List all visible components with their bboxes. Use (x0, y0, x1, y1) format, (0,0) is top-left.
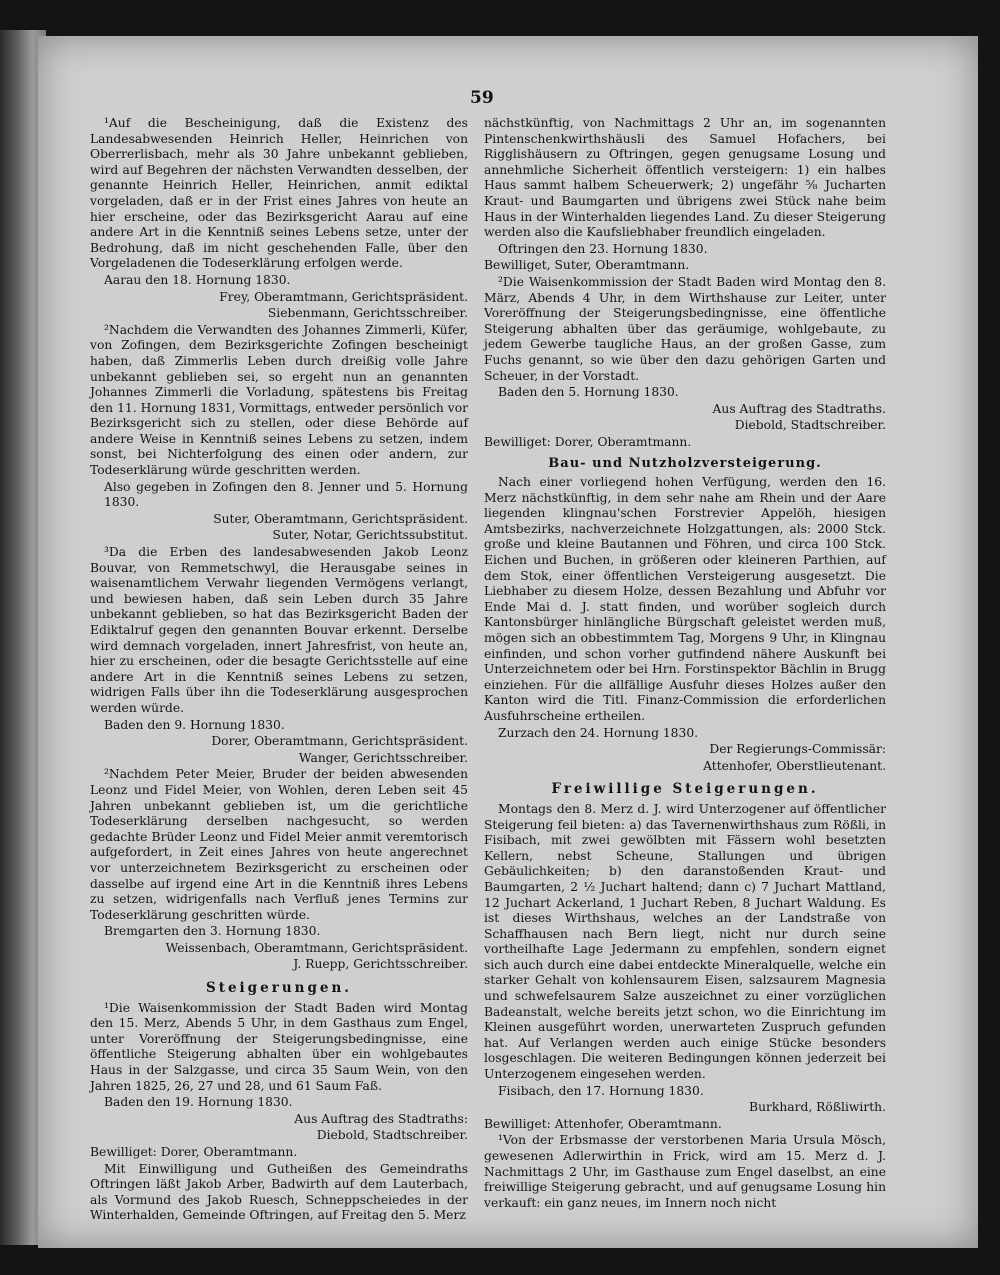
place-date: Also gegeben in Zofingen den 8. Jenner und 5. Hornung 1830. (104, 479, 468, 510)
approval-line: Bewilliget, Suter, Oberamtmann. (484, 258, 690, 273)
signature: Diebold, Stadtschreiber. (316, 1128, 468, 1143)
signature: J. Ruepp, Gerichtsschreiber. (293, 957, 468, 972)
place-date: Aarau den 18. Hornung 1830. (104, 272, 291, 287)
notice-holz-klingnau: Nach einer vorliegend hohen Verfügung, werden den 16. Merz nächstkünftig, in dem sehr nahe am Rhein und der Aare liegenden klingnau'schen Forstrevier Appelöh, hiesigen Amtsbezirks, nachverzeichnete Holzgattungen, als: 2000 Stck. große und kleine Bautannen und Föhren, und circa 100 Stck. Eichen und Buchen, in größeren oder kleineren Parthien, auf dem Stok, einer öffentlichen Versteigerung ausgesetzt. Die Liebhaber zu diesem Holze, dessen Bezahlung und Abfuhr vor Ende Mai d. J. statt finden, und worüber sogleich durch Kantonsbürger hinlängliche Bürgschaft geleistet werden muß, mögen sich an obbestimmtem Tag, Morgens 9 Uhr, in Klingnau einfinden, und schon vorher gutfindend nähere Auskunft bei Unterzeichnetem oder bei Hrn. Forstinspektor Bächlin in Brugg einziehen. Für die allfällige Ausfuhr dieses Holzes außer den Kanton wird die Titl. Finanz-Commission die erforderlichen Ausfuhrscheine ertheilen. (484, 475, 886, 723)
notice-heller: ¹Auf die Bescheinigung, daß die Existenz des Landesabwesenden Heinrich Heller, Heinrichen von Oberrerlisbach, mehr als 30 Jahre unbekannt geblieben, wird auf Begehren der nächsten Verwandten desselben, der genannte Heinrich Heller, Heinrichen, anmit ediktal vorgeladen, daß er in der Frist eines Jahres von heute an hier erscheine, oder das Bezirksgericht Aarau auf eine andere Art in die Kenntniß seines Lebens setze, unter der Bedrohung, daß im nicht geschehenden Falle, über den Vorgeladenen die Todeserklärung erfolgen werde. (90, 116, 468, 271)
signature: Weissenbach, Oberamtmann, Gerichtspräsident. (165, 940, 468, 955)
notice-arber-continued: nächstkünftig, von Nachmittags 2 Uhr an, im sogenannten Pintenschenkwirthshäusli des Samuel Hofachers, bei Rigglishäusern zu Oftringen, gegen genugsame Losung und annehmliche Sicherheit öffentlich versteigern: 1) ein halbes Haus sammt halbem Scheuerwerk; 2) ungefähr ⅝ Jucharten Kraut- und Baumgarten und übrigens zwei Stück nahe beim Haus in der Winterhalden liegendes Land. Zu dieser Steigerung werden also die Kaufsliebhaber freundlich eingeladen. (484, 116, 886, 240)
notice-bouvar: ³Da die Erben des landesabwesenden Jakob Leonz Bouvar, von Remmetschwyl, die Herausgabe seines in waisenamtlichem Verwahr liegenden Vermögens verlangt, und bewiesen haben, daß sein Leben durch 35 Jahre unbekannt geblieben, so hat das Bezirksgericht Baden der Ediktalruf gegen den genannten Bouvar erkennt. Derselbe wird demnach vorgeladen, innert Jahresfrist, von heute an, hier zu erscheinen, oder die besagte Gerichtsstelle auf eine andere Art in die Kenntniß seines Lebens zu setzen, widrigen Falls über ihn die Todeserklärung ausgesprochen werden würde. (90, 545, 468, 715)
signature: Suter, Notar, Gerichtssubstitut. (272, 528, 468, 543)
notice-roessli-fisibach: Montags den 8. Merz d. J. wird Unterzogener auf öffentlicher Steigerung feil bieten: a) das Tavernenwirthshaus zum Rößli, in Fisibach, mit zwei gewölbten mit Fässern wohl besetzten Kellern, nebst Scheune, Stallungen und übrigen Gebäulichkeiten; b) den daranstoßenden Kraut- und Baumgarten, 2 ½ Juchart haltend; dann c) 7 Juchart Mattland, 12 Juchart Ackerland, 1 Juchart Reben, 8 Juchart Waldung. Es ist dieses Wirthshaus, welches an der Landstraße von Schaffhausen nach Bern liegt, nicht nur durch seine vortheilhafte Lage Jedermann zu empfehlen, sondern eignet sich auch durch eine dabei entdeckte Mineralquelle, welche ein starker Gehalt von kohlensaurem Eisen, salzsaurem Magnesia und schwefelsaurem Salze auszeichnet zu einer vorzüglichen Badeanstalt, welche bereits jetzt schon, wo die Einrichtung im Kleinen ausgeführt worden, unerwarteten Zuspruch gefunden hat. Auf Verlangen werden auch einige Stücke besonders losgeschlagen. Die weiteren Bedingungen können jederzeit bei Unterzogenem eingesehen werden. (484, 801, 886, 1082)
notice-moesch-frick: ¹Von der Erbsmasse der verstorbenen Maria Ursula Mösch, gewesenen Adlerwirthin in Frick, wird am 15. Merz d. J. Nachmittags 2 Uhr, im Gasthause zum Engel daselbst, an eine freiwillige Steigerung gebracht, und auf genugsame Losung hin verkauft: ein ganz neues, im Innern noch nicht (484, 1133, 886, 1210)
place-date: Baden den 19. Hornung 1830. (104, 1095, 293, 1110)
approval-line: Bewilliget: Dorer, Oberamtmann. (90, 1145, 298, 1159)
place-date: Oftringen den 23. Hornung 1830. (498, 241, 708, 256)
signature: Aus Auftrag des Stadtraths: (294, 1111, 468, 1126)
signature: Der Regierungs-Commissär: (709, 742, 886, 757)
notice-zimmerli: ²Nachdem die Verwandten des Johannes Zimmerli, Küfer, von Zofingen, dem Bezirksgerichte Zofingen bescheinigt haben, daß Zimmerlis Leben durch dreißig volle Jahre unbekannt geblieben sei, so ergeht nun an genannten Johannes Zimmerli die Vorladung, spätestens bis Freitag den 11. Hornung 1831, Vormittags, entweder persönlich vor Bezirksgericht sich zu stellen, oder diese Behörde auf andere Weise in Kenntniß seines Lebens zu setzen, indem sonst, bei Nichterfolgung des einen oder andern, zur Todeserklärung würde geschritten werden. (90, 322, 468, 478)
signature: Aus Auftrag des Stadtraths. (712, 401, 886, 416)
signature: Frey, Oberamtmann, Gerichtspräsident. (219, 289, 468, 304)
section-heading-steigerungen: Steigerungen. (205, 980, 353, 997)
place-date: Baden den 5. Hornung 1830. (498, 385, 679, 400)
approval-line: Bewilliget: Dorer, Oberamtmann. (484, 434, 692, 449)
place-date: Fisibach, den 17. Hornung 1830. (498, 1083, 704, 1098)
page-number: 59 (470, 88, 494, 108)
signature: Burkhard, Rößliwirth. (749, 1100, 886, 1115)
notice-waisenkommission-leiter: ²Die Waisenkommission der Stadt Baden wird Montag den 8. März, Abends 4 Uhr, in dem Wirthshause zur Leiter, unter Voreröffnung der Steigerungsbedingnisse, eine öffentliche Steigerung abhalten über das geräumige, wohlgebaute, zu jedem Gewerbe taugliche Haus, an der großen Gasse, zum Fuchs genannt, so wie über den dazu gehörigen Garten und Scheuer, in der Vorstadt. (484, 274, 886, 383)
left-column (90, 116, 468, 1225)
notice-waisenkommission-baden: ¹Die Waisenkommission der Stadt Baden wird Montag den 15. Merz, Abends 5 Uhr, in dem Gasthaus zum Engel, unter Voreröffnung der Steigerungsbedingnisse, eine öffentliche Steigerung abhalten über ein wohlgebautes Haus in der Salzgasse, und circa 35 Saum Wein, von den Jahren 1825, 26, 27 und 28, und 61 Saum Faß. (90, 1000, 468, 1093)
signature: Suter, Oberamtmann, Gerichtspräsident. (213, 511, 468, 526)
place-date: Bremgarten den 3. Hornung 1830. (104, 924, 321, 939)
section-heading-freiwillige-steigerungen: Freiwillige Steigerungen. (551, 781, 819, 798)
place-date: Zurzach den 24. Hornung 1830. (498, 725, 699, 740)
signature: Dorer, Oberamtmann, Gerichtspräsident. (211, 734, 468, 749)
notice-meier: ²Nachdem Peter Meier, Bruder der beiden abwesenden Leonz und Fidel Meier, von Wohlen, deren Leben seit 45 Jahren unbekannt geblieben ist, um die gerichtliche Todeserklärung derselben nachgesucht, so werden gedachte Brüder Leonz und Fidel Meier anmit veremtorisch aufgefordert, in Zeit eines Jahres von heute angerechnet vor unterzeichnetem Bezirksgericht zu erscheinen oder dasselbe auf irgend eine Art in die Kenntniß ihres Lebens zu setzen, widrigenfalls nach Verfluß jenes Termins zur Todeserklärung geschritten würde. (90, 767, 468, 922)
signature: Attenhofer, Oberstlieutenant. (703, 758, 886, 773)
signature: Wanger, Gerichtsschreiber. (298, 750, 468, 765)
signature: Diebold, Stadtschreiber. (734, 418, 886, 433)
notice-arber: Mit Einwilligung und Gutheißen des Gemeindraths Oftringen läßt Jakob Arber, Badwirth auf dem Lauterbach, als Vormund des Jakob Ruesch, Schneppscheiedes in der Winterhalden, Gemeinde Oftringen, auf Freitag den 5. Merz (90, 1161, 468, 1223)
approval-line: Bewilliget: Attenhofer, Oberamtmann. (484, 1116, 722, 1131)
signature: Siebenmann, Gerichtsschreiber. (267, 306, 468, 321)
place-date: Baden den 9. Hornung 1830. (104, 717, 285, 732)
right-column (484, 116, 886, 1212)
section-heading-holzversteigerung: Bau- und Nutzholzversteigerung. (548, 456, 822, 472)
